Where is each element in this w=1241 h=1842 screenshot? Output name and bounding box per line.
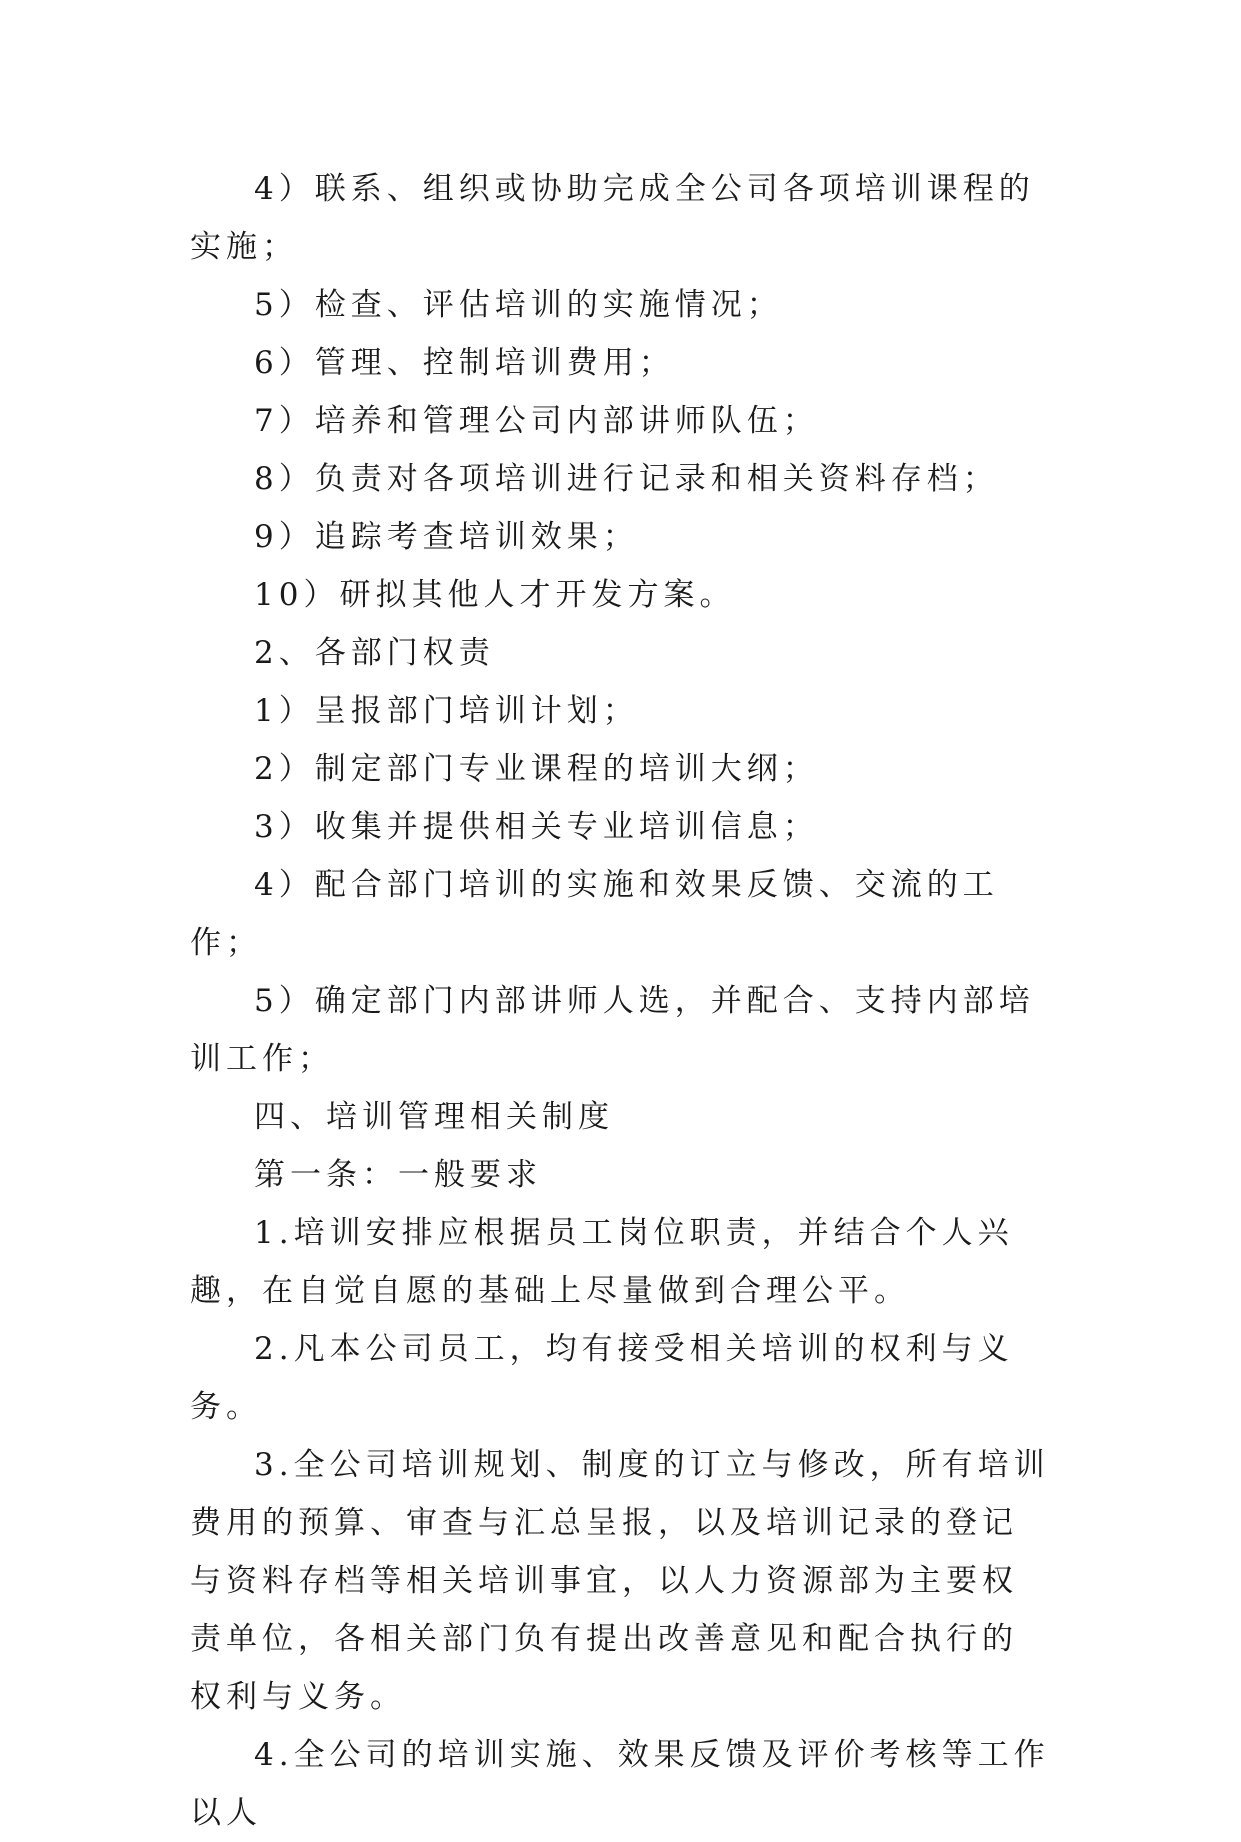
paragraph: 4.全公司的培训实施、效果反馈及评价考核等工作以人 xyxy=(190,1737,1050,1831)
paragraph: 7）培养和管理公司内部讲师队伍； xyxy=(254,403,819,439)
document-body xyxy=(190,160,1050,1842)
paragraph: 5）确定部门内部讲师人选，并配合、支持内部培训工作； xyxy=(190,983,1035,1077)
paragraph: 10）研拟其他人才开发方案。 xyxy=(254,577,736,613)
paragraph: 6）管理、控制培训费用； xyxy=(254,345,675,381)
paragraph: 9）追踪考查培训效果； xyxy=(254,519,639,555)
paragraph: 4）配合部门培训的实施和效果反馈、交流的工作； xyxy=(190,867,999,961)
paragraph: 2.凡本公司员工，均有接受相关培训的权利与义务。 xyxy=(190,1331,1014,1425)
paragraph: 5）检查、评估培训的实施情况； xyxy=(254,287,783,323)
paragraph: 1.培训安排应根据员工岗位职责，并结合个人兴趣，在自觉自愿的基础上尽量做到合理公平。 xyxy=(190,1215,1014,1309)
paragraph: 3）收集并提供相关专业培训信息； xyxy=(254,809,819,845)
paragraph: 3.全公司培训规划、制度的订立与修改，所有培训费用的预算、审查与汇总呈报，以及培训记录的登记与资料存档等相关培训事宜，以人力资源部为主要权责单位，各相关部门负有提出改善意见和配合执行的权利与义务。 xyxy=(190,1447,1050,1715)
article-heading: 第一条：一般要求 xyxy=(254,1157,542,1193)
paragraph: 8）负责对各项培训进行记录和相关资料存档； xyxy=(254,461,999,497)
section-heading: 2、各部门权责 xyxy=(254,635,495,671)
section-heading: 四、培训管理相关制度 xyxy=(254,1099,614,1135)
paragraph: 1）呈报部门培训计划； xyxy=(254,693,639,729)
paragraph: 4）联系、组织或协助完成全公司各项培训课程的实施； xyxy=(190,171,1035,265)
paragraph: 2）制定部门专业课程的培训大纲； xyxy=(254,751,819,787)
